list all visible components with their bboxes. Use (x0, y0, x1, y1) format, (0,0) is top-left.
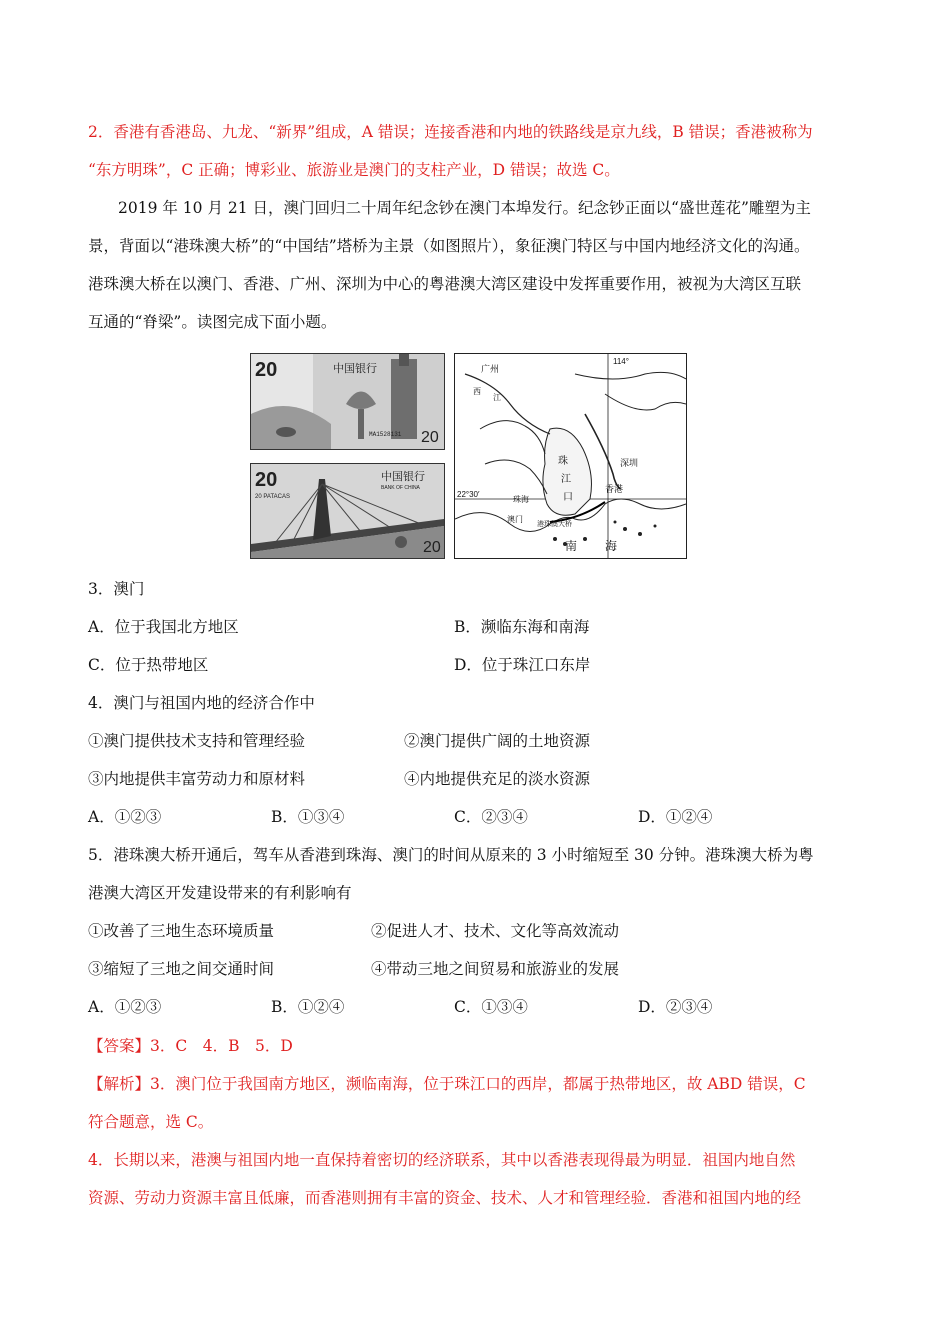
front-serial: MA1528131 (369, 431, 402, 438)
map-jiang-label: 江 (561, 474, 571, 485)
q3-option-d: D．位于珠江口东岸 (454, 656, 591, 674)
q3-stem: 3．澳门 (88, 580, 145, 598)
q5-stem-line2: 港澳大湾区开发建设带来的有利影响有 (88, 884, 352, 902)
passage-line4: 互通的“脊梁”。读图完成下面小题。 (88, 313, 337, 331)
map-macau-label: 澳门 (507, 515, 523, 524)
map-shenzhen-label: 深圳 (620, 459, 639, 469)
back-patacas: 20 PATACAS (255, 494, 291, 500)
passage-line2: 景，背面以“港珠澳大桥”的“中国结”塔桥为主景（如图照片），象征澳门特区与中国内地经济文化的沟通。 (88, 237, 810, 255)
analysis-line4: 资源、劳动力资源丰富且低廉，而香港则拥有丰富的资金、技术、人才和管理经验．香港和祖国内地的经 (88, 1189, 802, 1207)
q4-statement-2: ②澳门提供广阔的土地资源 (404, 732, 591, 750)
q5-statement-4: ④带动三地之间贸易和旅游业的发展 (371, 960, 620, 978)
banknote-front-image (250, 353, 445, 450)
q5-statement-1: ①改善了三地生态环境质量 (88, 922, 275, 940)
q4-option-a: A．①②③ (88, 808, 162, 826)
answer-line: 【答案】3．C 4．B 5．D (88, 1037, 293, 1055)
q4-option-b: B．①③④ (271, 808, 345, 826)
q5-option-c: C．①③④ (454, 998, 528, 1016)
passage-line1: 2019 年 10 月 21 日，澳门回归二十周年纪念钞在澳门本埠发行。纪念钞正面以“盛世莲花”雕塑为主 (118, 199, 811, 217)
q3-option-b: B．濒临东海和南海 (454, 618, 590, 636)
analysis-line2: 符合题意，选 C。 (88, 1113, 214, 1131)
q3-option-c: C．位于热带地区 (88, 656, 209, 674)
back-denom-top: 20 (255, 469, 278, 491)
explain2-line2: “东方明珠”，C 正确；博彩业、旅游业是澳门的支柱产业，D 错误；故选 C。 (88, 161, 620, 179)
q4-option-d: D．①②④ (638, 808, 713, 826)
front-bank-name: 中国银行 (333, 362, 377, 375)
map-nan-label: 南 (565, 539, 578, 553)
q4-stem: 4．澳门与祖国内地的经济合作中 (88, 694, 315, 712)
map-bridge-label: 港珠澳大桥 (537, 520, 572, 528)
q4-statement-3: ③内地提供丰富劳动力和原材料 (88, 770, 306, 788)
map-jiang2-label: 江 (493, 393, 501, 402)
map-hai-label: 海 (605, 539, 618, 553)
q5-statement-2: ②促进人才、技术、文化等高效流动 (371, 922, 620, 940)
analysis-line1: 【解析】3．澳门位于我国南方地区，濒临南海，位于珠江口的西岸，都属于热带地区，故 ABD 错误，C (88, 1075, 806, 1093)
front-denom-top: 20 (255, 359, 278, 381)
map-zhu-label: 珠 (558, 456, 568, 467)
map-hongkong-label: 香港 (605, 485, 624, 495)
back-bank-name: 中国银行 (381, 470, 425, 483)
back-denom-bottom: 20 (423, 539, 441, 556)
q5-option-d: D．②③④ (638, 998, 713, 1016)
q5-option-a: A．①②③ (88, 998, 162, 1016)
map-drawing (455, 354, 686, 558)
map-xi-label: 西 (473, 387, 481, 396)
map-latitude-label: 22°30′ (457, 490, 480, 499)
q3-option-a: A．位于我国北方地区 (88, 618, 239, 636)
banknote-back-drawing (251, 464, 444, 558)
banknote-front-drawing (251, 354, 444, 449)
passage-line3: 港珠澳大桥在以澳门、香港、广州、深圳为中心的粤港澳大湾区建设中发挥重要作用，被视为大湾区互联 (88, 275, 802, 293)
q5-option-b: B．①②④ (271, 998, 345, 1016)
map-longitude-label: 114° (613, 357, 629, 366)
map-zhuhai-label: 珠海 (513, 495, 529, 504)
back-bank-sub: BANK OF CHINA (381, 485, 420, 491)
map-guangzhou-label: 广州 (481, 365, 500, 375)
q5-statement-3: ③缩短了三地之间交通时间 (88, 960, 275, 978)
q5-stem-line1: 5．港珠澳大桥开通后，驾车从香港到珠海、澳门的时间从原来的 3 小时缩短至 30 分钟。港珠澳大桥为粤 (88, 846, 814, 864)
explain2-line1: 2．香港有香港岛、九龙、“新界”组成，A 错误；连接香港和内地的铁路线是京九线，B 错误；香港被称为 (88, 123, 813, 141)
q4-statement-4: ④内地提供充足的淡水资源 (404, 770, 591, 788)
front-denom-bottom: 20 (421, 429, 439, 446)
analysis-line3: 4．长期以来，港澳与祖国内地一直保持着密切的经济联系，其中以香港表现得最为明显．祖国内地自然 (88, 1151, 796, 1169)
q4-option-c: C．②③④ (454, 808, 528, 826)
pearl-river-delta-map (454, 353, 687, 559)
banknote-back-image (250, 463, 445, 559)
q4-statement-1: ①澳门提供技术支持和管理经验 (88, 732, 306, 750)
map-kou-label: 口 (563, 492, 573, 503)
